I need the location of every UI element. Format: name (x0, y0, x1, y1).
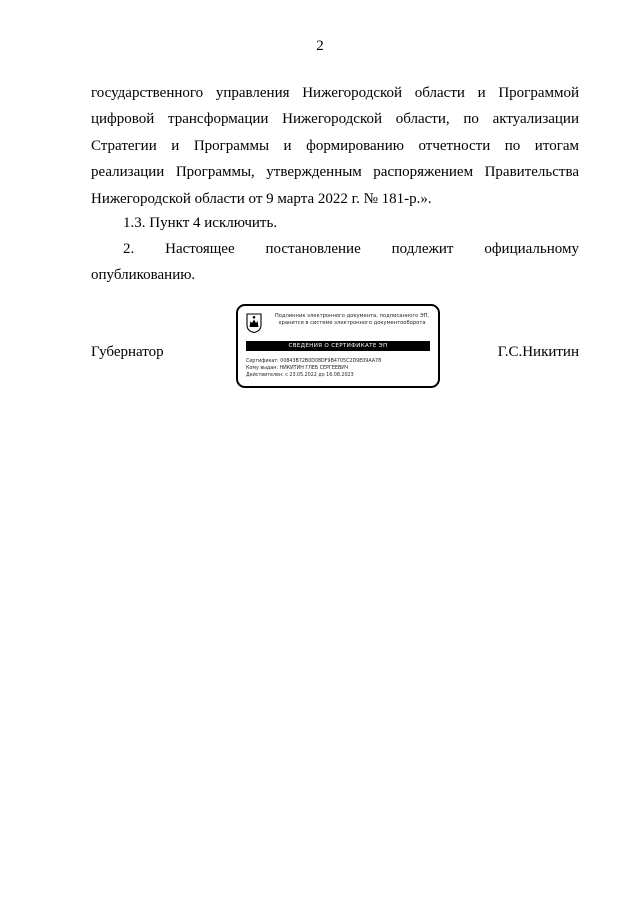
text-line: 2. Настоящее постановление подлежит официальному (123, 241, 579, 257)
page-number: 2 (316, 38, 324, 54)
stamp-issued-to-label: Кому выдан: (246, 366, 278, 372)
item-1-3 (91, 210, 579, 236)
text-line: реализации Программы, утвержденным распоряжением Правительства (91, 164, 579, 181)
item-1-3-text: 1.3. Пункт 4 исключить. (123, 215, 278, 231)
stamp-notice (268, 313, 436, 327)
stamp-header: СВЕДЕНИЯ О СЕРТИФИКАТЕ ЭП (246, 341, 430, 351)
paragraph-continuation (91, 80, 579, 212)
stamp-certificate-label: Сертификат: (246, 359, 279, 364)
stamp-valid-label: Действителен: (246, 373, 284, 379)
signatory-name: Г.С.Никитин (497, 344, 579, 360)
text-line: опубликованию. (91, 267, 196, 284)
item-2 (91, 236, 579, 289)
stamp-notice-line: Подлинник электронного документа, подписанного ЭП, (274, 313, 430, 319)
stamp-notice-line: хранится в системе электронного документооборота (278, 320, 426, 326)
text-line: Нижегородской области от 9 марта 2022 г. № 181-р.». (91, 190, 432, 207)
stamp-valid-row (246, 372, 381, 379)
e-signature-stamp (236, 304, 440, 388)
text-line: государственного управления Нижегородской области и Программой (91, 85, 579, 101)
stamp-details (246, 358, 381, 380)
stamp-issued-to-row (246, 365, 381, 372)
text-line: цифровой трансформации Нижегородской области, по актуализации (91, 111, 579, 128)
signatory-position: Губернатор (91, 344, 164, 360)
text-line: Стратегии и Программы и формированию отчетности по итогам (91, 137, 579, 154)
stamp-certificate-value: 00843B72B0D08DF9B4705C2D9E09AA78 (280, 359, 382, 364)
stamp-issued-to-value: НИКИТИН ГЛЕБ СЕРГЕЕВИЧ (279, 366, 349, 372)
stamp-certificate-row (246, 358, 381, 365)
coat-of-arms-icon (246, 313, 262, 333)
stamp-valid-value: с 23.05.2022 до 16.08.2023 (285, 373, 354, 379)
